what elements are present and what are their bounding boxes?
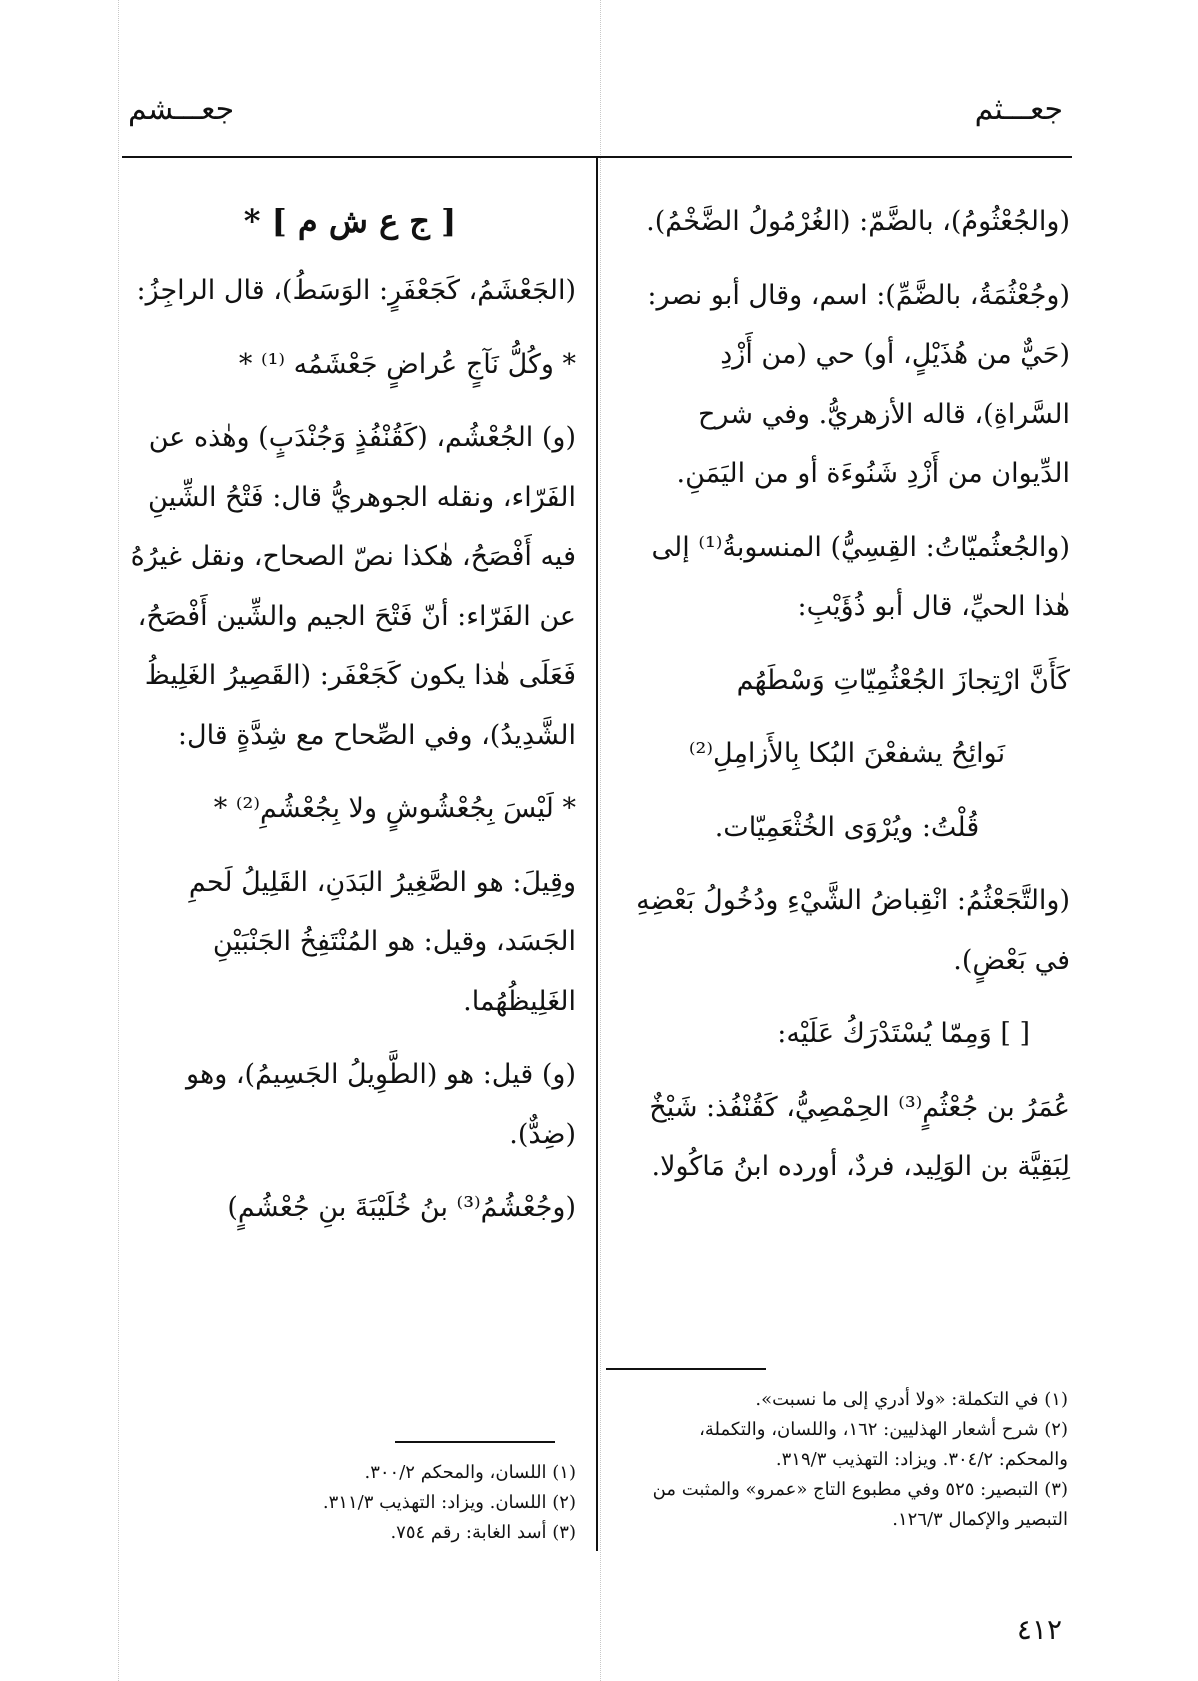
verse-line: نَوائِحُ يشفعْنَ البُكا بِالأَزامِلِ⁽²⁾ [688,738,1006,769]
paragraph: (والتَّجَعْثُمُ: انْقِباضُ الشَّيْءِ ودُخُولُ بَعْضِهِ في بَعْضٍ). [636,885,1070,976]
footnote: (٣) التبصير: ٥٢٥ وفي مطبوع التاج «عمرو» والمثبت من التبصير والإكمال ١٢٦/٣. [652,1479,1068,1530]
paragraph: (و) الجُعْشُم، (كَقُنْفُذٍ وَجُنْدَبٍ) وهٰذه عن الفَرّاء، ونقله الجوهريُّ قال: فَتْحُ الشِّينِ فيه أَفْصَحُ، هٰكذا نصّ الصحاح، ونقل غيرُهُ عن الفَرّاء: أنّ فَتْحَ الجيم والشِّين أَفْصَحُ، فَعَلَى هٰذا يكون كَجَعْفَر: (القَصِيرُ الغَلِيظُ الشَّدِيدُ)، وفي الصِّحاح مع شِدَّةٍ قال: [130,422,576,751]
footnotes-left [124,1458,576,1548]
paragraph: (الجَعْشَمُ، كَجَعْفَرٍ: الوَسَطُ)، قال الراجِزُ: [136,275,576,306]
verse-line: * وكُلُّ نَآجٍ عُراضٍ جَعْشَمُه ⁽¹⁾ * [238,348,576,380]
column-divider [596,156,598,1551]
paragraph: وقِيلَ: هو الصَّغِيرُ البَدَنِ، القَلِيلُ لَحمِ الجَسَد، وقيل: هو المُنْتَفِخُ الجَنْبَيْنِ الغَلِيظُهُما. [188,866,576,1017]
paragraph: عُمَرُ بن جُعْثُمٍ⁽³⁾ الحِمْصِيُّ، كَقُنْفُذ: شَيْخٌ لِبَقِيَّة بن الوَلِيد، فردٌ، أورده ابنُ مَاكُولا. [649,1091,1070,1182]
footnote: (١) اللسان، والمحكم ٣٠٠/٢. [364,1462,576,1483]
paragraph: (وجُعْشُمُ⁽³⁾ بنُ خُلَيْبَةَ بنِ جُعْشُمٍ) [227,1192,576,1223]
paragraph: (وجُعْثُمَةُ، بالضَّمِّ): اسم، وقال أبو نصر: (حَيٌّ من هُذَيْلٍ، أو) حي (من أَزْدِ السَّراةِ)، قاله الأزهريُّ. وفي شرح الدِّيوان من أَزْدِ شَنُوءَة أو من اليَمَنِ. [647,279,1070,489]
footnote: (١) في التكملة: «ولا أدري إلى ما نسبت». [755,1389,1068,1410]
paragraph: (والجُعْثُومُ)، بالضَّمّ: (الغُرْمُولُ الضَّخْمُ). [646,206,1070,237]
footnote-rule [606,1368,766,1370]
footnote: (٢) اللسان. ويزاد: التهذيب ٣١١/٣. [322,1492,576,1513]
scan-guide-line [118,0,119,1681]
scan-guide-line [600,0,601,1681]
footnotes-right [628,1385,1068,1535]
right-column [624,192,1070,1211]
entry-heading: [ ج ع ش م ] * [243,202,457,240]
running-header-right: جعـــثم [974,92,1063,127]
left-column [124,192,576,1252]
footnote: (٣) أسد الغابة: رقم ٧٥٤. [390,1522,576,1543]
mustadrak-heading: [ ] وَمِمّا يُسْتَدْرَكُ عَلَيْه: [777,1018,1030,1049]
running-header-left: جعـــشم [128,92,235,127]
editor-note: قُلْتُ: ويُرْوَى الخُثْعَمِيّات. [714,811,980,843]
verse-line: كَأَنَّ ارْتِجازَ الجُعْثُمِيّاتِ وَسْطَهُم [736,664,1070,696]
page-number: ٤١٢ [1016,1613,1062,1646]
verse-line: * لَيْسَ بِجُعْشُوشٍ ولا بِجُعْشُمِ⁽²⁾ * [213,793,576,824]
footnote-rule [395,1441,555,1443]
paragraph: (و) قيل: هو (الطَّوِيلُ الجَسِيمُ)، وهو (ضِدٌّ). [186,1059,576,1150]
paragraph: (والجُعثُميّاتُ: القِسِيُّ) المنسوبةُ⁽¹⁾ إلى هٰذا الحيِّ، قال أبو ذُؤَيْبِ: [651,531,1070,622]
footnote: (٢) شرح أشعار الهذليين: ١٦٢، واللسان، والتكملة، والمحكم: ٣٠٤/٢. ويزاد: التهذيب ٣١٩/٣. [699,1419,1068,1470]
